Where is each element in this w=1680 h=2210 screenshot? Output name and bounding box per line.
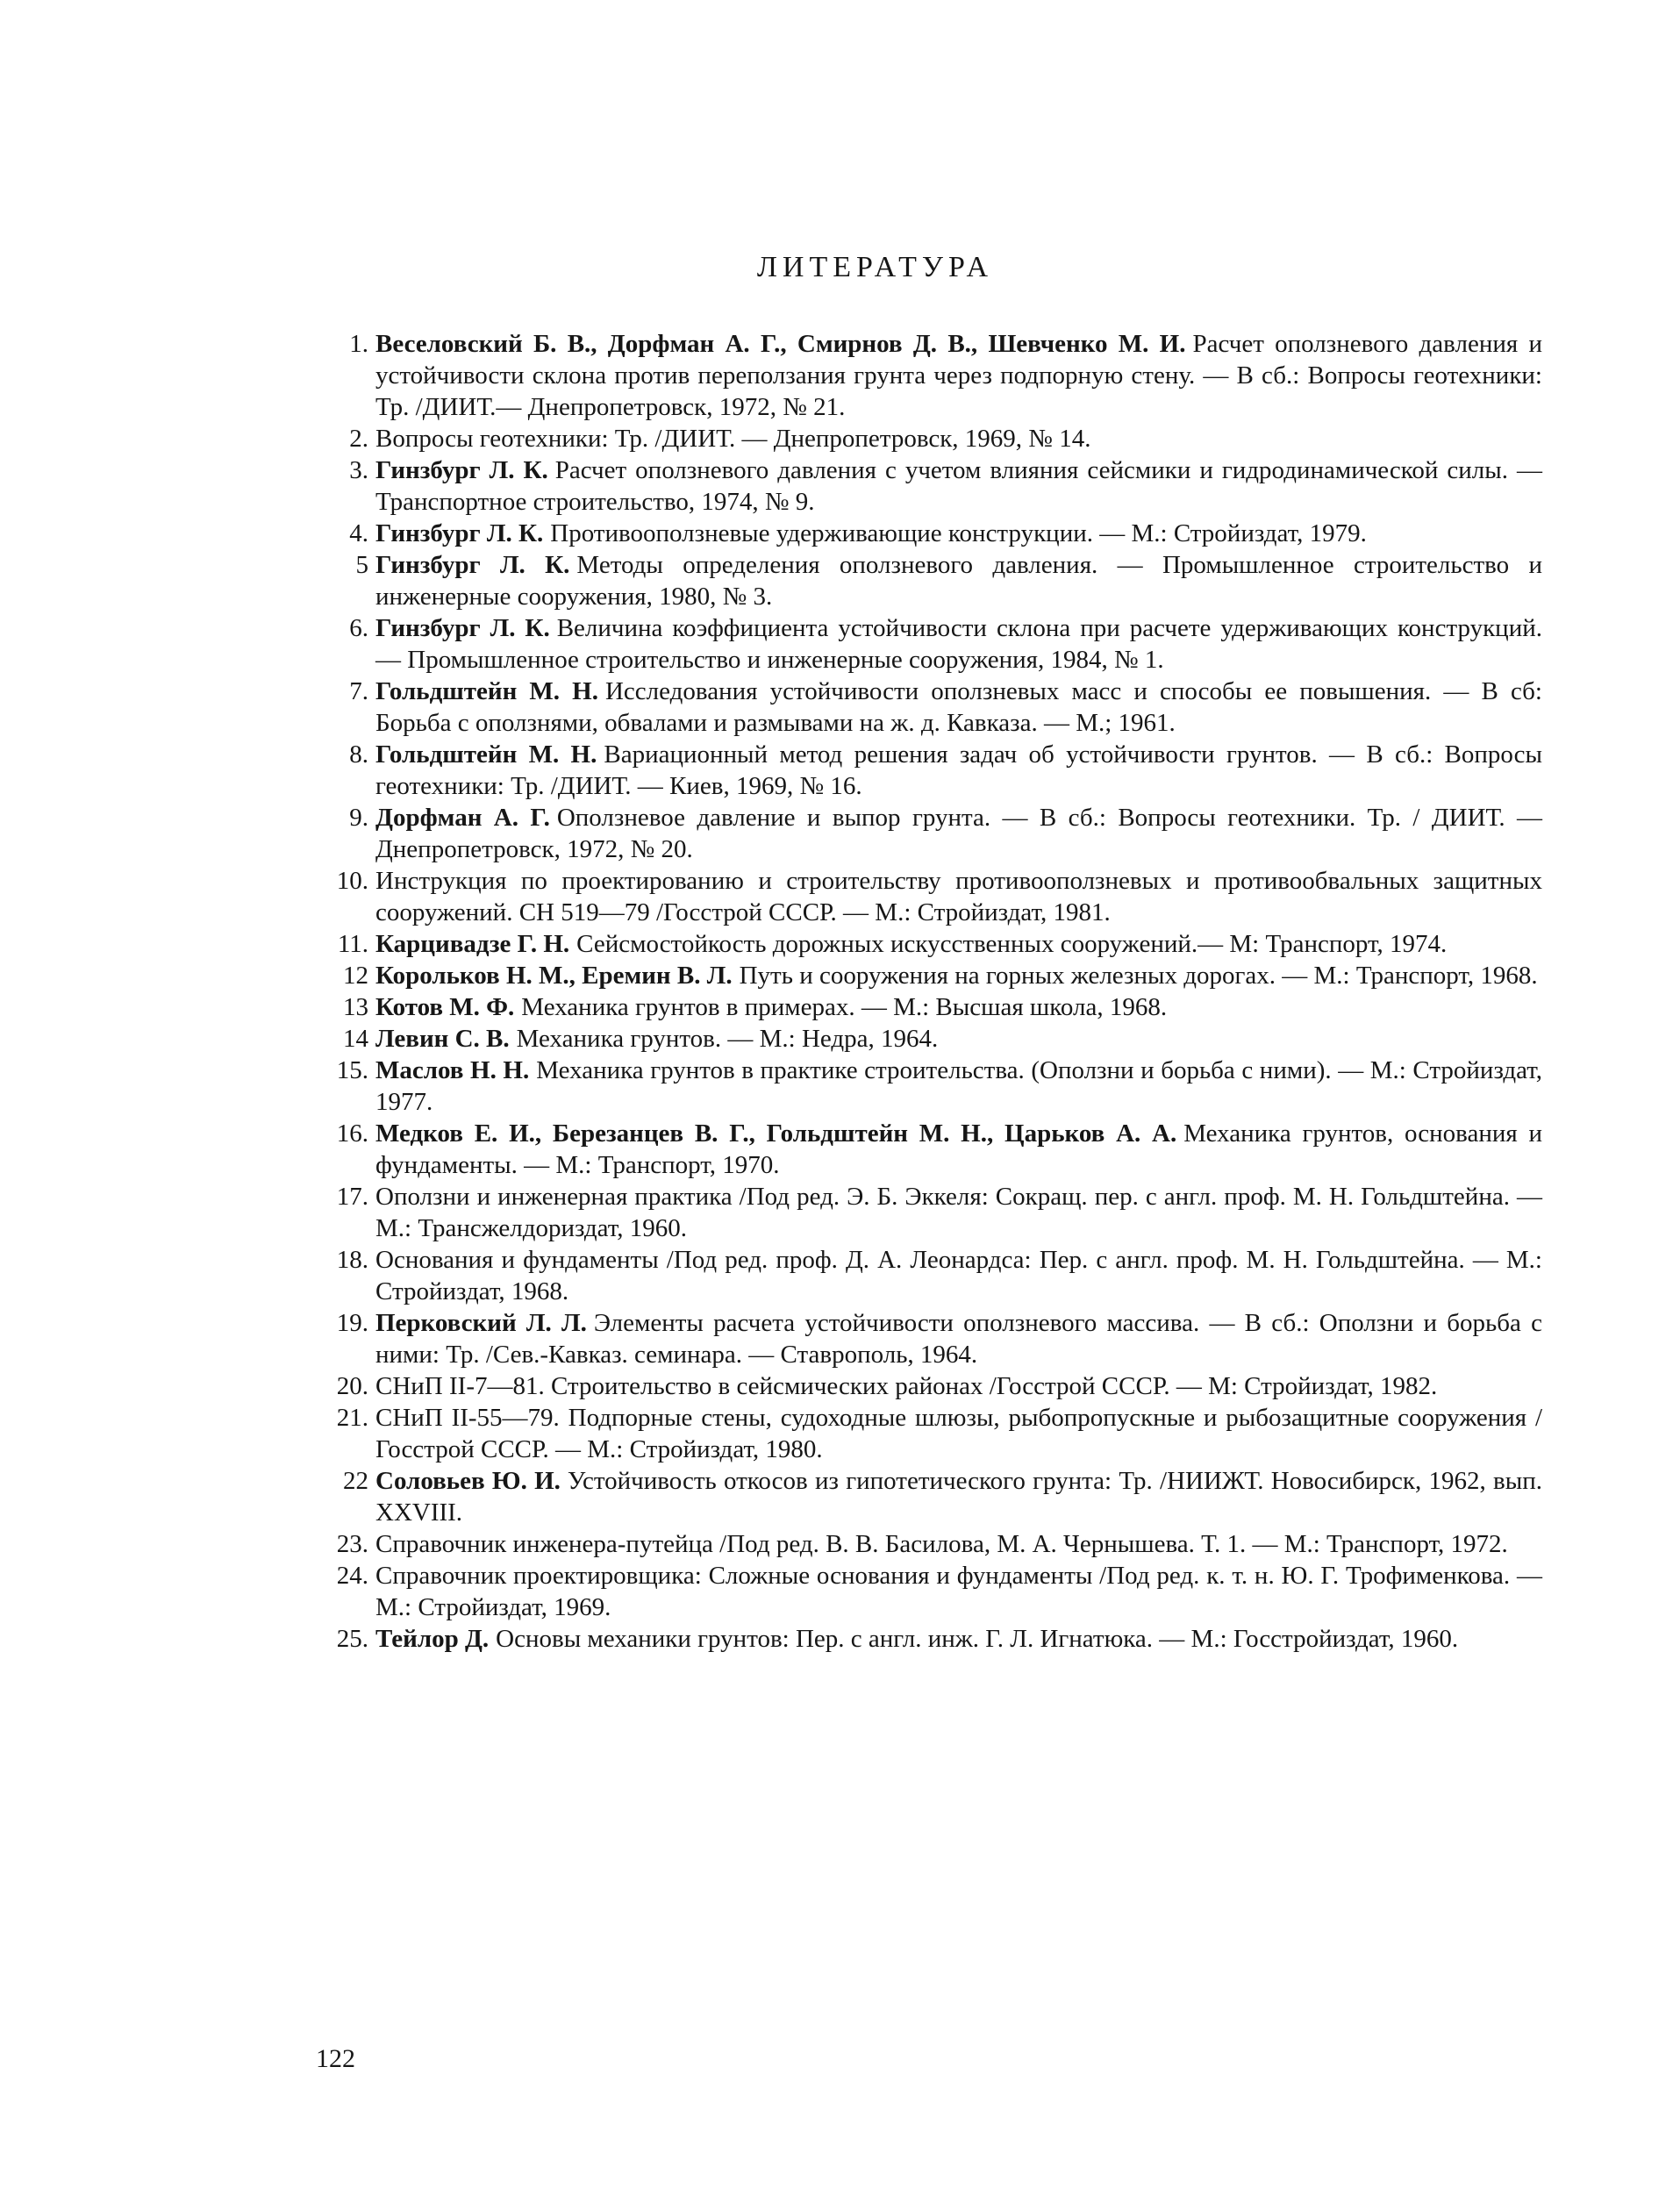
reference-text: Сейсмостойкость дорожных искусственных сооружений.— М: Транспорт, 1974. <box>576 930 1448 958</box>
reference-body <box>375 739 1542 802</box>
reference-body <box>375 518 1542 549</box>
reference-item <box>314 328 1542 423</box>
reference-author: Левин С. В. <box>375 1025 510 1053</box>
reference-number: 23. <box>336 1530 368 1558</box>
reference-number: 2. <box>349 425 368 453</box>
reference-body <box>375 549 1542 612</box>
reference-body <box>375 1528 1542 1560</box>
reference-text: Расчет оползневого давления и устойчивости склона против переползания грунта через подпорную стену. — В сб.: Вопросы геотехники: Тр. /ДИИТ.— Днепропетровск, 1972, № 21. <box>375 330 1542 421</box>
page-title: ЛИТЕРАТУРА <box>756 251 994 283</box>
reference-number: 10. <box>336 867 368 895</box>
reference-number: 13 <box>343 993 368 1021</box>
reference-number: 15. <box>336 1056 368 1084</box>
reference-item <box>314 865 1542 928</box>
reference-author: Медков Е. И., Березанцев В. Г., Гольдштейн М. Н., Царьков А. А. <box>375 1119 1177 1148</box>
reference-item <box>314 991 1542 1023</box>
reference-text: Устойчивость откосов из гипотетического грунта: Тр. /НИИЖТ. Новосибирск, 1962, вып. XXVIII. <box>375 1467 1542 1527</box>
reference-item <box>314 802 1542 865</box>
reference-item <box>314 1370 1542 1402</box>
reference-text: Вариационный метод решения задач об устойчивости грунтов. — В сб.: Вопросы геотехники: Тр. /ДИИТ. — Киев, 1969, № 16. <box>375 740 1543 800</box>
reference-body <box>375 1244 1542 1307</box>
reference-body <box>375 991 1542 1023</box>
reference-number: 24. <box>336 1562 368 1590</box>
reference-item <box>314 1623 1542 1655</box>
reference-item <box>314 612 1542 676</box>
reference-item <box>314 1465 1542 1528</box>
reference-item <box>314 676 1542 739</box>
reference-text: Величина коэффициента устойчивости склона при расчете удерживающих конструкций. — Промышленное строительство и инженерные сооружения, 1984, № 1. <box>375 614 1542 674</box>
reference-item <box>314 1560 1542 1623</box>
reference-author: Карцивадзе Г. Н. <box>375 930 570 958</box>
reference-body <box>375 1402 1542 1465</box>
reference-body <box>375 1055 1542 1118</box>
reference-text: Основы механики грунтов: Пер. с англ. инж. Г. Л. Игнатюка. — М.: Госстройиздат, 1960. <box>496 1625 1459 1653</box>
reference-author: Тейлор Д. <box>375 1625 490 1653</box>
reference-number: 12 <box>343 962 368 990</box>
reference-number: 3. <box>349 456 368 484</box>
reference-text: Методы определения оползневого давления. — Промышленное строительство и инженерные сооружения, 1980, № 3. <box>375 551 1542 611</box>
reference-item <box>314 423 1542 454</box>
reference-number: 19. <box>336 1309 368 1337</box>
reference-text: СНиП II-7—81. Строительство в сейсмических районах /Госстрой СССР. — М: Стройиздат, 1982. <box>375 1372 1438 1400</box>
reference-author: Гольдштейн М. Н. <box>375 740 597 769</box>
reference-number: 5 <box>355 551 368 579</box>
reference-body <box>375 928 1542 960</box>
reference-number: 11. <box>337 930 368 958</box>
reference-author: Соловьев Ю. И. <box>375 1467 561 1495</box>
reference-text: Справочник инженера-путейца /Под ред. В. В. Басилова, М. А. Чернышева. Т. 1. — М.: Транспорт, 1972. <box>375 1530 1508 1558</box>
reference-item <box>314 1244 1542 1307</box>
reference-item <box>314 1181 1542 1244</box>
reference-text: Механика грунтов, основания и фундаменты. — М.: Транспорт, 1970. <box>375 1119 1542 1179</box>
reference-list <box>314 328 1542 1655</box>
reference-item <box>314 1023 1542 1055</box>
reference-body <box>375 423 1542 454</box>
reference-author: Дорфман А. Г. <box>375 804 550 832</box>
reference-number: 25. <box>336 1625 368 1653</box>
reference-body <box>375 1181 1542 1244</box>
reference-author: Веселовский Б. В., Дорфман А. Г., Смирнов Д. В., Шевченко М. И. <box>375 330 1186 358</box>
reference-text: Элементы расчета устойчивости оползневого массива. — В сб.: Оползни и борьба с ними: Тр. /Сев.-Кавказ. семинара. — Ставрополь, 1964. <box>375 1309 1542 1369</box>
reference-number: 18. <box>336 1246 368 1274</box>
reference-number: 4. <box>349 519 368 547</box>
reference-number: 17. <box>336 1183 368 1211</box>
reference-item <box>314 549 1542 612</box>
reference-body <box>375 865 1542 928</box>
reference-text: Оползни и инженерная практика /Под ред. Э. Б. Эккеля: Сокращ. пер. с англ. проф. М. Н. Гольдштейна. — М.: Трансжелдориздат, 1960. <box>375 1183 1542 1242</box>
reference-text: Механика грунтов в практике строительства. (Оползни и борьба с ними). — М.: Стройиздат, 1977. <box>375 1056 1542 1116</box>
page-number: 122 <box>316 2044 355 2073</box>
reference-item <box>314 1307 1542 1370</box>
reference-text: Механика грунтов в примерах. — М.: Высшая школа, 1968. <box>521 993 1168 1021</box>
reference-body <box>375 1307 1542 1370</box>
reference-number: 6. <box>349 614 368 642</box>
reference-item <box>314 518 1542 549</box>
reference-body <box>375 612 1542 676</box>
reference-item <box>314 1118 1542 1181</box>
reference-number: 9. <box>349 804 368 832</box>
reference-number: 22 <box>343 1467 368 1495</box>
reference-author: Котов М. Ф. <box>375 993 515 1021</box>
reference-item <box>314 960 1542 991</box>
reference-body <box>375 802 1542 865</box>
reference-text: Оползневое давление и выпор грунта. — В сб.: Вопросы геотехники. Тр. / ДИИТ. — Днепропетровск, 1972, № 20. <box>375 804 1542 863</box>
reference-number: 7. <box>349 677 368 705</box>
reference-item <box>314 1528 1542 1560</box>
reference-author: Гинзбург Л. К. <box>375 614 550 642</box>
reference-text: Расчет оползневого давления с учетом влияния сейсмики и гидродинамической силы. — Транспортное строительство, 1974, № 9. <box>375 456 1543 516</box>
reference-number: 14 <box>343 1025 368 1053</box>
reference-item <box>314 928 1542 960</box>
reference-item <box>314 739 1542 802</box>
reference-author: Гинзбург Л. К. <box>375 519 544 547</box>
reference-item <box>314 454 1542 518</box>
reference-text: СНиП II-55—79. Подпорные стены, судоходные шлюзы, рыбопропускные и рыбозащитные сооружения /Госстрой СССР. — М.: Стройиздат, 1980. <box>375 1404 1542 1463</box>
reference-author: Перковский Л. Л. <box>375 1309 587 1337</box>
reference-number: 16. <box>336 1119 368 1148</box>
reference-body <box>375 1623 1542 1655</box>
reference-text: Механика грунтов. — М.: Недра, 1964. <box>516 1025 939 1053</box>
reference-body <box>375 328 1542 423</box>
reference-author: Маслов Н. Н. <box>375 1056 530 1084</box>
reference-text: Противооползневые удерживающие конструкции. — М.: Стройиздат, 1979. <box>550 519 1367 547</box>
reference-author: Гинзбург Л. К. <box>375 456 548 484</box>
reference-text: Исследования устойчивости оползневых масс и способы ее повышения. — В сб: Борьба с оползнями, обвалами и размывами на ж. д. Кавказа. — М.; 1961. <box>375 677 1542 737</box>
reference-author: Гинзбург Л. К. <box>375 551 570 579</box>
reference-body <box>375 1118 1542 1181</box>
reference-text: Путь и сооружения на горных железных дорогах. — М.: Транспорт, 1968. <box>739 962 1538 990</box>
reference-body <box>375 1370 1542 1402</box>
reference-number: 21. <box>336 1404 368 1432</box>
reference-text: Справочник проектировщика: Сложные основания и фундаменты /Под ред. к. т. н. Ю. Г. Трофименкова. — М.: Стройиздат, 1969. <box>375 1562 1542 1621</box>
reference-text: Основания и фундаменты /Под ред. проф. Д. А. Леонардса: Пер. с англ. проф. М. Н. Гольдштейна. — М.: Стройиздат, 1968. <box>375 1246 1542 1305</box>
reference-body <box>375 1465 1542 1528</box>
reference-author: Гольдштейн М. Н. <box>375 677 598 705</box>
reference-body <box>375 454 1542 518</box>
reference-body <box>375 1023 1542 1055</box>
reference-text: Инструкция по проектированию и строительству противооползневых и противообвальных защитных сооружений. СН 519—79 /Госстрой СССР. — М.: Стройиздат, 1981. <box>375 867 1542 926</box>
reference-body <box>375 960 1542 991</box>
reference-item <box>314 1055 1542 1118</box>
reference-author: Корольков Н. М., Еремин В. Л. <box>375 962 733 990</box>
reference-body <box>375 1560 1542 1623</box>
reference-body <box>375 676 1542 739</box>
reference-item <box>314 1402 1542 1465</box>
reference-number: 8. <box>349 740 368 769</box>
reference-text: Вопросы геотехники: Тр. /ДИИТ. — Днепропетровск, 1969, № 14. <box>375 425 1091 453</box>
reference-number: 1. <box>349 330 368 358</box>
reference-number: 20. <box>336 1372 368 1400</box>
